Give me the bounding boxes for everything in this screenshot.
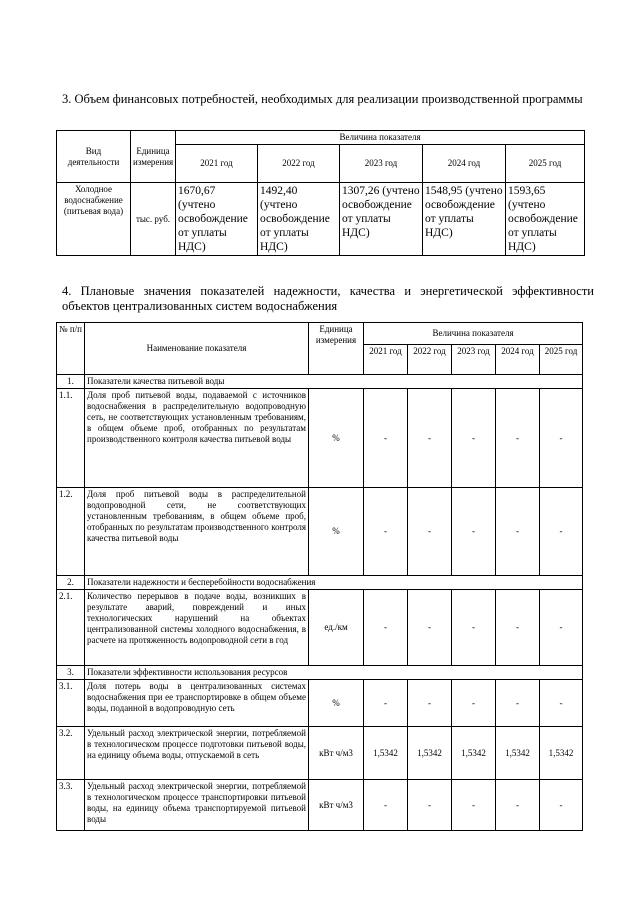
year-header: 2025 год	[506, 145, 585, 183]
value-cell: 1,5342	[496, 727, 540, 780]
year-header: 2023 год	[452, 345, 496, 375]
value-cell: 1,5342	[452, 727, 496, 780]
financial-needs-table	[56, 130, 585, 256]
table-row	[57, 389, 583, 488]
unit-cell: ед./км	[309, 590, 364, 666]
indicator-name: Доля проб питьевой воды в распределительной водопроводной сети, не соответствующих установленным требованиям, в общем объеме проб, отобранных по результатам производственного контроля качества питьевой воды	[85, 488, 309, 576]
section-4-heading: 4. Плановые значения показателей надежности, качества и энергетической эффективности объектов централизованных систем водоснабжения	[62, 284, 594, 313]
value-cell: -	[364, 590, 408, 666]
value-cell: -	[408, 780, 452, 831]
value-cell: -	[452, 389, 496, 488]
year-header: 2021 год	[176, 145, 258, 183]
value-cell: 1,5342	[408, 727, 452, 780]
year-header: 2021 год	[364, 345, 408, 375]
row-number: 3.3.	[57, 780, 85, 831]
indicator-name: Количество перерывов в подаче воды, возникших в результате аварий, повреждений и иных технологических нарушений на объектах централизованной системы холодного водоснабжения, в расчете на протяженность водопроводной сети в год	[85, 590, 309, 666]
col-num-header: № п/п	[57, 323, 85, 375]
row-number: 1.1.	[57, 389, 85, 488]
activity-cell: Холодное водоснабжение (питьевая вода)	[57, 183, 131, 256]
col-activity-header: Вид деятельности	[57, 131, 131, 183]
value-cell: -	[496, 389, 540, 488]
row-number: 3.2.	[57, 727, 85, 780]
value-cell: -	[364, 389, 408, 488]
value-cell: -	[364, 680, 408, 727]
value-cell: -	[496, 488, 540, 576]
col-value-group-header: Величина показателя	[364, 323, 583, 345]
col-unit-header: Единица измерения	[131, 131, 176, 183]
section-title: Показатели надежности и бесперебойности водоснабжения	[85, 576, 583, 590]
indicator-name: Доля проб питьевой воды, подаваемой с источников водоснабжения в распределительную водопроводную сеть, не соответствующих установленным требованиям, в общем объеме проб, отобранных по результатам производственного контроля качества питьевой воды	[85, 389, 309, 488]
value-cell: -	[540, 488, 583, 576]
value-cell: 1,5342	[540, 727, 583, 780]
value-cell: -	[452, 488, 496, 576]
indicator-name: Доля потерь воды в централизованных системах водоснабжения при ее транспортировке в общем объеме воды, поданной в водопроводную сеть	[85, 680, 309, 727]
unit-cell: кВт ч/м3	[309, 727, 364, 780]
section-row	[57, 576, 583, 590]
value-cell: -	[408, 590, 452, 666]
table-row	[57, 488, 583, 576]
section-title: Показатели качества питьевой воды	[85, 375, 583, 389]
value-cell: -	[408, 389, 452, 488]
unit-cell: тыс. руб.	[131, 183, 176, 256]
indicator-name: Удельный расход электрической энергии, потребляемой в технологическом процессе подготовки питьевой воды, на единицу объема воды, отпускаемой в сеть	[85, 727, 309, 780]
row-number: 2.	[57, 576, 85, 590]
table-row	[57, 590, 583, 666]
unit-cell: кВт ч/м3	[309, 780, 364, 831]
year-header: 2022 год	[408, 345, 452, 375]
row-number: 3.1.	[57, 680, 85, 727]
table-row	[57, 183, 585, 256]
value-cell: 1307,26 (учтено освобождение от уплаты НДС)	[340, 183, 423, 256]
value-cell: -	[540, 590, 583, 666]
col-value-group-header: Величина показателя	[176, 131, 585, 145]
year-header: 2023 год	[340, 145, 423, 183]
table-row	[57, 727, 583, 780]
value-cell: -	[540, 680, 583, 727]
row-number: 1.2.	[57, 488, 85, 576]
unit-cell: %	[309, 389, 364, 488]
row-number: 3.	[57, 666, 85, 680]
value-cell: -	[496, 680, 540, 727]
value-cell: -	[496, 780, 540, 831]
value-cell: -	[364, 780, 408, 831]
indicator-name: Удельный расход электрической энергии, потребляемой в технологическом процессе транспортировки питьевой воды, на единицу объема транспортируемой питьевой воды	[85, 780, 309, 831]
year-header: 2022 год	[258, 145, 340, 183]
row-number: 1.	[57, 375, 85, 389]
section-row	[57, 375, 583, 389]
year-header: 2024 год	[423, 145, 506, 183]
value-cell: 1593,65 (учтено освобождение от уплаты НДС)	[506, 183, 585, 256]
value-cell: -	[408, 488, 452, 576]
value-cell: -	[452, 780, 496, 831]
value-cell: -	[496, 590, 540, 666]
year-header: 2025 год	[540, 345, 583, 375]
unit-cell: %	[309, 488, 364, 576]
value-cell: 1492,40 (учтено освобождение от уплаты НДС)	[258, 183, 340, 256]
row-number: 2.1.	[57, 590, 85, 666]
table-row	[57, 680, 583, 727]
section-3-heading: 3. Объем финансовых потребностей, необходимых для реализации производственной программы	[62, 92, 583, 106]
value-cell: -	[408, 680, 452, 727]
unit-cell: %	[309, 680, 364, 727]
value-cell: 1670,67 (учтено освобождение от уплаты НДС)	[176, 183, 258, 256]
year-header: 2024 год	[496, 345, 540, 375]
value-cell: 1,5342	[364, 727, 408, 780]
table-row	[57, 780, 583, 831]
value-cell: -	[364, 488, 408, 576]
value-cell: -	[452, 680, 496, 727]
value-cell: -	[540, 780, 583, 831]
value-cell: -	[452, 590, 496, 666]
col-name-header: Наименование показателя	[85, 323, 309, 375]
value-cell: -	[540, 389, 583, 488]
col-unit-header: Единица измерения	[309, 323, 364, 375]
indicators-table	[56, 322, 583, 831]
section-row	[57, 666, 583, 680]
value-cell: 1548,95 (учтено освобождение от уплаты НДС)	[423, 183, 506, 256]
section-title: Показатели эффективности использования ресурсов	[85, 666, 583, 680]
